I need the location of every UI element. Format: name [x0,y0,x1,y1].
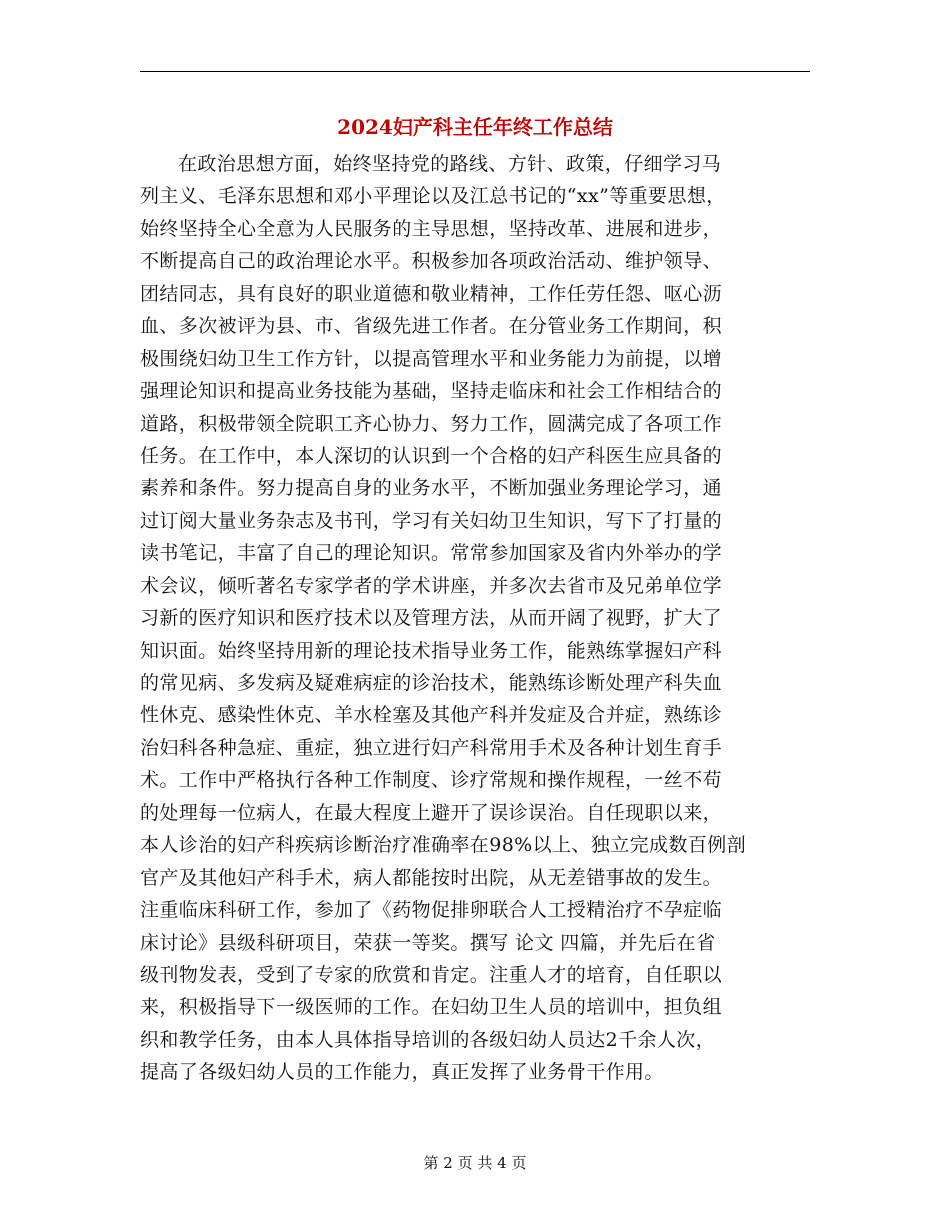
text-line: 织和教学任务，由本人具体指导培训的各级妇幼人员达2千余人次， [140,1028,716,1051]
page-number-footer: 第 2 页 共 4 页 [423,1154,527,1172]
text-line: 级刊物发表，受到了专家的欣赏和肯定。注重人才的培育，自任职以 [140,963,723,986]
text-line: 注重临床科研工作，参加了《药物促排卵联合人工授精治疗不孕症临 [140,899,723,922]
text-line: 不断提高自己的政治理论水平。积极参加各项政治活动、维护领导、 [140,250,723,273]
text-line: 过订阅大量业务杂志及书刊，学习有关妇幼卫生知识，写下了打量的 [140,509,723,532]
text-line: 强理论知识和提高业务技能为基础，坚持走临床和社会工作相结合的 [140,380,723,403]
text-line: 来，积极指导下一级医师的工作。在妇幼卫生人员的培训中，担负组 [140,996,723,1019]
text-line: 性休克、感染性休克、羊水栓塞及其他产科并发症及合并症，熟练诊 [140,704,723,727]
text-line: 的常见病、多发病及疑难病症的诊治技术，能熟练诊断处理产科失血 [140,672,723,694]
text-line: 极围绕妇幼卫生工作方针，以提高管理水平和业务能力为前提，以增 [140,347,723,370]
text-line: 读书笔记，丰富了自己的理论知识。常常参加国家及省内外举办的学 [140,542,723,565]
text-line: 知识面。始终坚持用新的理论技术指导业务工作，能熟练掌握妇产科 [140,639,723,662]
text-line: 官产及其他妇产科手术，病人都能按时出院，从无差错事故的发生。 [140,866,723,889]
text-line: 提高了各级妇幼人员的工作能力，真正发挥了业务骨干作用。 [140,1061,664,1084]
document-title: 2024妇产科主任年终工作总结 [337,115,613,139]
text-line: 治妇科各种急症、重症，独立进行妇产科常用手术及各种计划生育手 [140,736,723,759]
header-rule [140,71,810,72]
text-line: 床讨论》县级科研项目，荣获一等奖。撰写 论文 四篇，并先后在省 [140,931,716,954]
text-line: 习新的医疗知识和医疗技术以及管理方法，从而开阔了视野，扩大了 [140,607,723,630]
body-paragraph [140,148,810,1089]
text-line: 道路，积极带领全院职工齐心协力、努力工作，圆满完成了各项工作 [140,412,723,435]
text-line: 的处理每一位病人，在最大程度上避开了误诊误治。自任现职以来， [140,801,723,824]
text-line: 团结同志，具有良好的职业道德和敬业精神，工作任劳任怨、呕心沥 [140,282,723,305]
text-line: 任务。在工作中，本人深切的认识到一个合格的妇产科医生应具备的 [140,444,723,467]
text-line: 术。工作中严格执行各种工作制度、诊疗常规和操作规程，一丝不苟 [140,769,723,792]
text-line: 素养和条件。努力提高自身的业务水平，不断加强业务理论学习，通 [140,477,723,500]
text-line: 始终坚持全心全意为人民服务的主导思想，坚持改革、进展和进步， [140,217,723,240]
text-line: 在政治思想方面，始终坚持党的路线、方针、政策，仔细学习马 [178,153,722,175]
text-line: 列主义、毛泽东思想和邓小平理论以及江总书记的“xx”等重要思想， [140,185,726,208]
text-line: 本人诊治的妇产科疾病诊断治疗准确率在98%以上、独立完成数百例剖 [140,834,747,857]
text-line: 术会议，倾听著名专家学者的学术讲座，并多次去省市及兄弟单位学 [140,574,723,597]
text-line: 血、多次被评为县、市、省级先进工作者。在分管业务工作期间，积 [140,315,723,338]
